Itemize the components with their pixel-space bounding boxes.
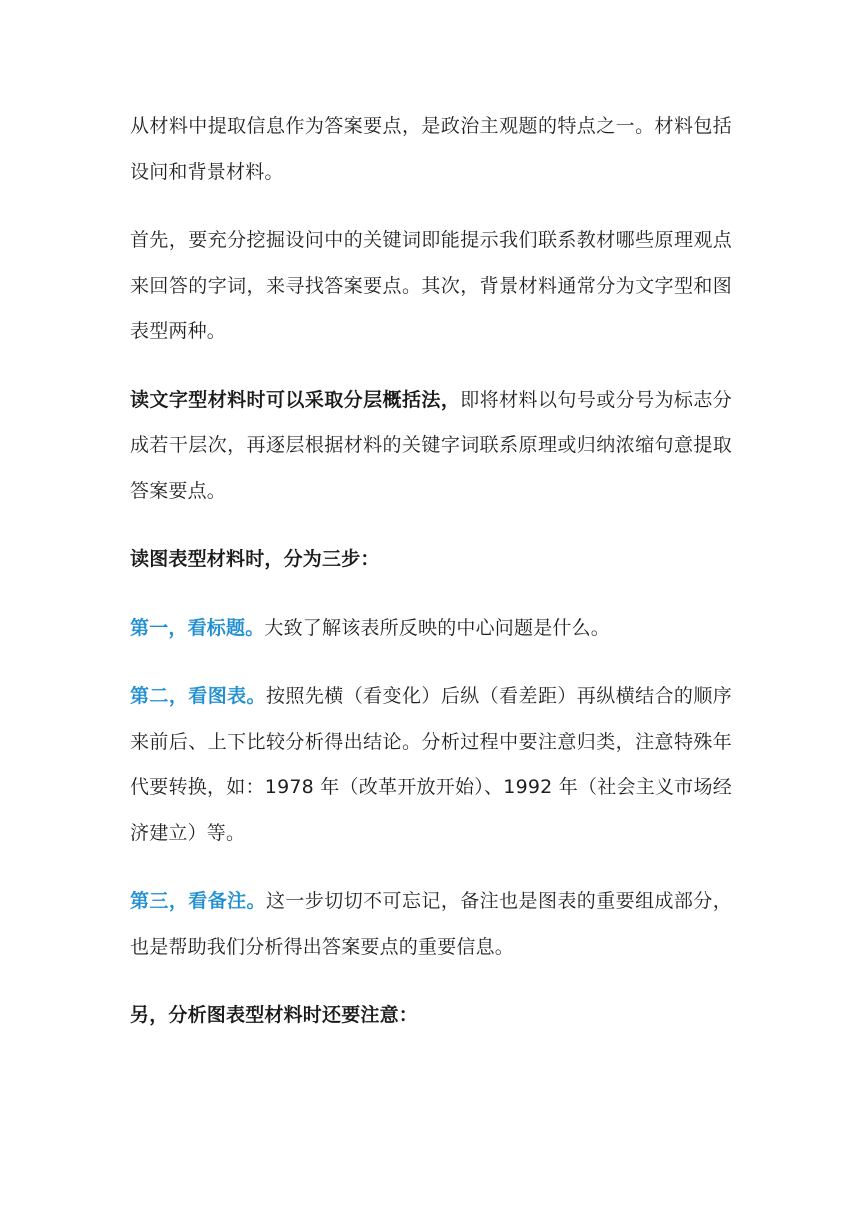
step-three-label: 第三，看备注。 [130,890,266,912]
intro-text: 从材料中提取信息作为答案要点，是政治主观题的特点之一。材料包括设问和背景材料。 [130,115,732,183]
document-body [130,104,732,1062]
text-material-paragraph [130,378,732,515]
step-two-label: 第二，看图表。 [130,685,266,707]
step-two-paragraph [130,674,732,856]
text-material-body: 即将材料以句号或分号为标志分成若干层次，再逐层根据材料的关键字词联系原理或归纳浓缩句意提取答案要点。 [130,388,732,502]
step-one-paragraph [130,606,732,652]
step-one-label: 第一，看标题。 [130,616,265,639]
intro-paragraph [130,104,732,195]
note-heading-text: 另，分析图表型材料时还要注意： [130,1004,419,1026]
text-material-heading: 读文字型材料时可以采取分层概括法， [130,388,461,411]
step-three-paragraph [130,879,732,970]
keyword-text: 首先，要充分挖掘设问中的关键词即能提示我们联系教材哪些原理观点来回答的字词，来寻找答案要点。其次，背景材料通常分为文字型和图表型两种。 [130,229,732,342]
step-one-text: 大致了解该表所反映的中心问题是什么。 [264,616,611,639]
note-heading [130,993,732,1039]
step-two-text: 按照先横（看变化）后纵（看差距）再纵横结合的顺序来前后、上下比较分析得出结论。分析过程中要注意归类，注意特殊年代要转换，如：1978 年（改革开放开始）、1992 年（社会主义市场经济建立）等。 [130,685,732,844]
keyword-paragraph [130,218,732,355]
step-three-text: 这一步切切不可忘记，备注也是图表的重要组成部分，也是帮助我们分析得出答案要点的重要信息。 [130,890,732,958]
chart-material-heading-text: 读图表型材料时，分为三步： [130,548,380,570]
chart-material-heading [130,537,732,583]
